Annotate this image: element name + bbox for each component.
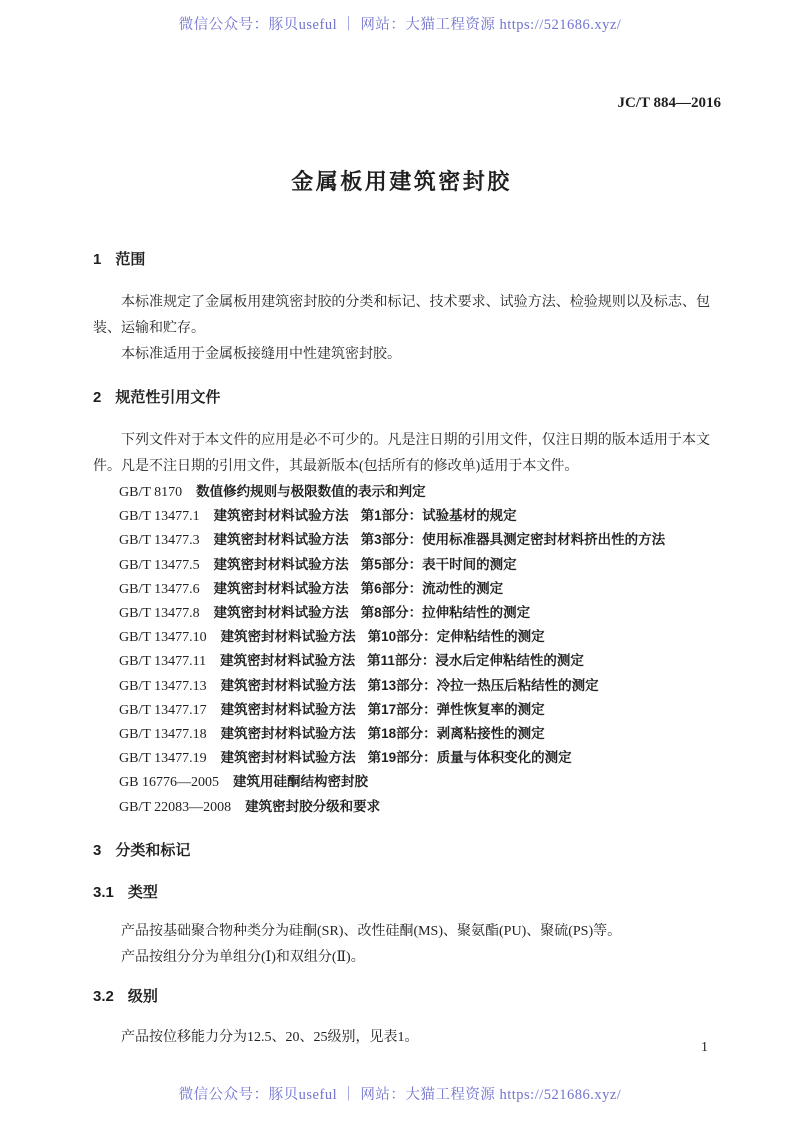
section-heading-3 (93, 841, 710, 861)
page-content (93, 0, 710, 1051)
reference-part: 第6部分：流动性的测定 (360, 580, 504, 596)
reference-item (93, 722, 710, 746)
reference-item (93, 553, 710, 577)
section-number: 1 (93, 251, 102, 268)
reference-name: 建筑密封材料试验方法 (220, 629, 356, 645)
type-paragraph-1: 产品按基础聚合物种类分为硅酮(SR)、改性硅酮(MS)、聚氨酯(PU)、聚硫(PS)等。 (121, 923, 622, 939)
section-title: 范围 (115, 251, 146, 268)
scope-paragraph-2: 本标准适用于金属板接缝用中性建筑密封胶。 (121, 347, 401, 362)
reference-name: 建筑密封材料试验方法 (220, 726, 356, 742)
reference-item (93, 528, 710, 552)
reference-name: 建筑密封材料试验方法 (220, 677, 356, 693)
reference-item (93, 674, 710, 698)
references-intro: 下列文件对于本文件的应用是必不可少的。凡是注日期的引用文件，仅注日期的版本适用于本文件。凡是不注日期的引用文件，其最新版本(包括所有的修改单)适用于本文件。 (93, 433, 710, 474)
reference-item (93, 480, 710, 504)
reference-code: GB/T 13477.1 (119, 509, 200, 525)
reference-code: GB/T 13477.10 (119, 630, 207, 646)
reference-name: 建筑密封材料试验方法 (213, 508, 349, 524)
reference-name: 数值修约规则与极限数值的表示和判定 (196, 484, 426, 499)
reference-part: 第11部分：浸水后定伸粘结性的测定 (367, 653, 584, 669)
section-title: 级别 (127, 987, 158, 1005)
reference-item (93, 795, 710, 819)
standard-number: JC/T 884—2016 (617, 95, 721, 111)
reference-code: GB/T 13477.11 (119, 654, 207, 670)
type-paragraph-2: 产品按组分分为单组分(Ⅰ)和双组分(Ⅱ)。 (121, 949, 365, 965)
reference-part: 第5部分：表干时间的测定 (360, 556, 517, 572)
reference-part: 第18部分：剥离粘接性的测定 (367, 726, 545, 742)
reference-name: 建筑密封材料试验方法 (213, 532, 349, 548)
scope-paragraph-1: 本标准规定了金属板用建筑密封胶的分类和标记、技术要求、试验方法、检验规则以及标志、包装、运输和贮存。 (93, 295, 710, 336)
watermark-bottom: 微信公众号：豚贝useful ｜ 网站：大猫工程资源 https://521686.xyz/ (178, 1087, 622, 1103)
section-number: 3 (93, 841, 102, 859)
reference-code: GB 16776—2005 (119, 775, 219, 791)
reference-part: 第10部分：定伸粘结性的测定 (367, 629, 545, 645)
section-title: 规范性引用文件 (115, 389, 221, 406)
reference-item (93, 770, 710, 794)
reference-code: GB/T 13477.5 (119, 557, 200, 573)
reference-code: GB/T 13477.3 (119, 533, 200, 549)
section-heading-3-2 (93, 987, 710, 1007)
reference-part: 第1部分：试验基材的规定 (360, 508, 517, 524)
reference-part: 第19部分：质量与体积变化的测定 (367, 750, 572, 766)
references-list (93, 480, 710, 819)
reference-name: 建筑密封材料试验方法 (220, 750, 356, 766)
reference-code: GB/T 8170 (119, 485, 183, 500)
page-number: 1 (701, 1040, 708, 1055)
reference-name: 建筑密封材料试验方法 (220, 653, 356, 669)
reference-name: 建筑密封材料试验方法 (220, 701, 356, 717)
reference-item (93, 504, 710, 528)
reference-item (93, 746, 710, 770)
reference-part: 第3部分：使用标准器具测定密封材料挤出性的方法 (360, 532, 666, 548)
watermark-top: 微信公众号：豚贝useful ｜ 网站：大猫工程资源 https://521686.xyz/ (178, 17, 622, 33)
section-title: 类型 (127, 883, 158, 901)
document-title: 金属板用建筑密封胶 (291, 169, 512, 194)
reference-code: GB/T 13477.18 (119, 727, 207, 743)
section-number: 3.1 (93, 883, 114, 901)
reference-name: 建筑密封胶分级和要求 (245, 798, 381, 814)
section-title: 分类和标记 (115, 841, 191, 859)
reference-code: GB/T 13477.19 (119, 751, 207, 767)
reference-item (93, 649, 710, 673)
reference-item (93, 601, 710, 625)
reference-code: GB/T 13477.6 (119, 581, 200, 597)
reference-code: GB/T 13477.17 (119, 702, 207, 718)
reference-code: GB/T 13477.8 (119, 606, 200, 622)
reference-name: 建筑密封材料试验方法 (213, 556, 349, 572)
reference-code: GB/T 22083—2008 (119, 799, 232, 815)
reference-name: 建筑密封材料试验方法 (213, 605, 349, 621)
reference-name: 建筑密封材料试验方法 (213, 580, 349, 596)
reference-part: 第8部分：拉伸粘结性的测定 (360, 605, 531, 621)
reference-item (93, 698, 710, 722)
section-number: 2 (93, 389, 102, 406)
section-heading-2 (93, 388, 710, 408)
reference-part: 第17部分：弹性恢复率的测定 (367, 701, 545, 717)
grade-paragraph-1: 产品按位移能力分为12.5、20、25级别，见表1。 (121, 1029, 419, 1045)
reference-item (93, 577, 710, 601)
section-number: 3.2 (93, 987, 114, 1005)
section-heading-3-1 (93, 883, 710, 903)
reference-code: GB/T 13477.13 (119, 678, 207, 694)
reference-item (93, 625, 710, 649)
reference-part: 第13部分：冷拉一热压后粘结性的测定 (367, 677, 599, 693)
reference-name: 建筑用硅酮结构密封胶 (232, 774, 368, 790)
section-heading-1 (93, 250, 710, 270)
